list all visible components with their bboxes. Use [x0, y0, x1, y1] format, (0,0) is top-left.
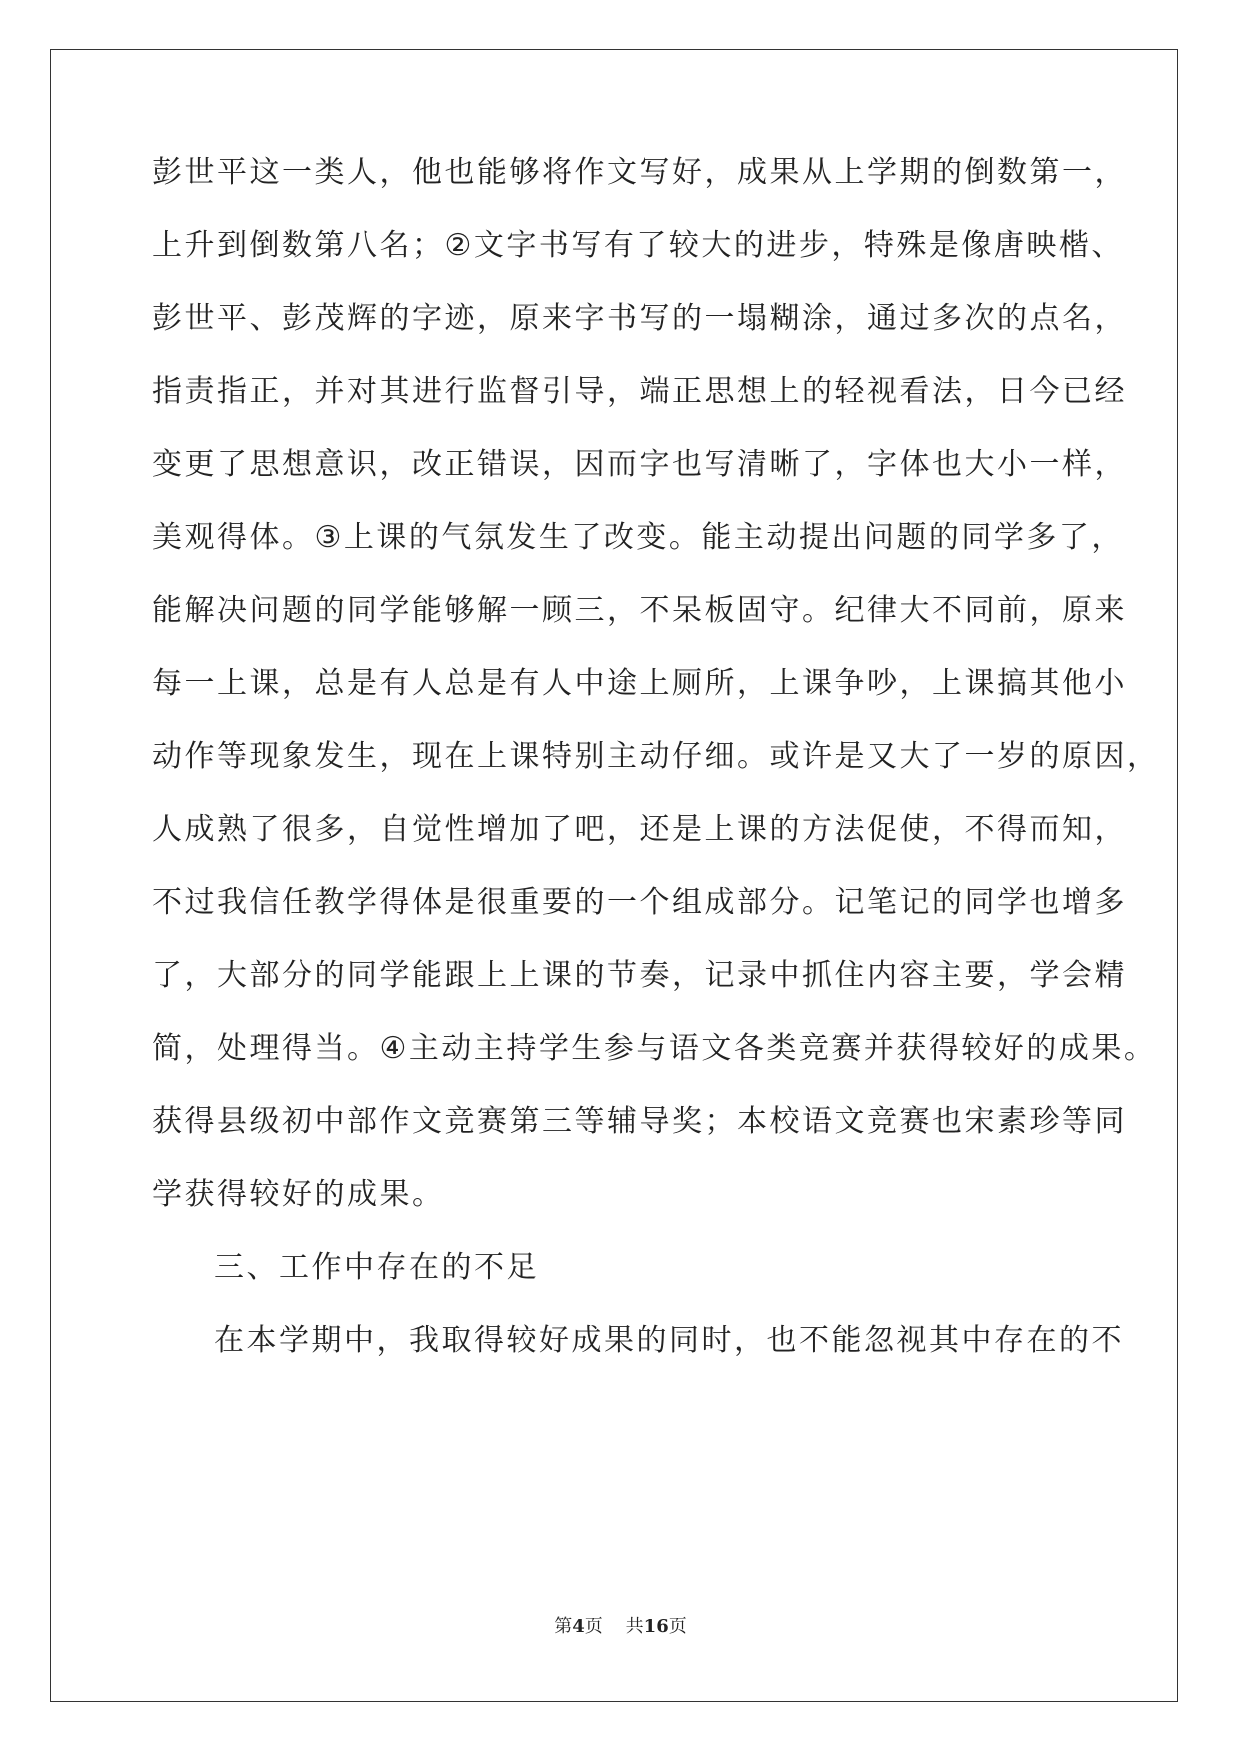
body-line-5: 变更了思想意识，改正错误，因而字也写清晰了，字体也大小一样，: [152, 447, 1127, 482]
body-line-4: 指责指正，并对其进行监督引导，端正思想上的轻视看法，日今已经: [152, 374, 1127, 409]
body-line-11: 不过我信任教学得体是很重要的一个组成部分。记笔记的同学也增多: [152, 885, 1127, 920]
page-footer: [0, 1612, 1241, 1638]
body-line-15: 学获得较好的成果。: [152, 1177, 445, 1212]
footer-total-word: 页: [668, 1616, 687, 1637]
body-line-14: 获得县级初中部作文竞赛第三等辅导奖；本校语文竞赛也宋素珍等同: [152, 1104, 1127, 1139]
footer-total-prefix: 共: [625, 1616, 644, 1637]
footer-total-number: 16: [643, 1616, 669, 1637]
body-line-1: 彭世平这一类人，他也能够将作文写好，成果从上学期的倒数第一，: [152, 155, 1127, 190]
footer-page-word: 页: [584, 1616, 603, 1637]
footer-prefix: 第: [554, 1616, 573, 1637]
body-line-10: 人成熟了很多，自觉性增加了吧，还是上课的方法促使，不得而知，: [152, 812, 1127, 847]
footer-page-number: 4: [572, 1616, 585, 1637]
body-line-8: 每一上课，总是有人总是有人中途上厕所，上课争吵，上课搞其他小: [152, 666, 1127, 701]
body-line-3: 彭世平、彭茂辉的字迹，原来字书写的一塌糊涂，通过多次的点名，: [152, 301, 1127, 336]
body-line-2: 上升到倒数第八名；②文字书写有了较大的进步，特殊是像唐映楷、: [152, 228, 1124, 263]
page-border: [50, 49, 1178, 1702]
body-line-9: 动作等现象发生，现在上课特别主动仔细。或许是又大了一岁的原因，: [152, 739, 1160, 774]
section-heading: 三、工作中存在的不足: [214, 1250, 539, 1285]
body-line-6: 美观得体。③上课的气氛发生了改变。能主动提出问题的同学多了，: [152, 520, 1124, 555]
body-line-13: 简，处理得当。④主动主持学生参与语文各类竞赛并获得较好的成果。: [152, 1031, 1157, 1066]
body-line-12: 了，大部分的同学能跟上上课的节奏，记录中抓住内容主要，学会精: [152, 958, 1127, 993]
body-line-7: 能解决问题的同学能够解一顾三，不呆板固守。纪律大不同前，原来: [152, 593, 1127, 628]
paragraph-start: 在本学期中，我取得较好成果的同时，也不能忽视其中存在的不: [214, 1323, 1124, 1358]
